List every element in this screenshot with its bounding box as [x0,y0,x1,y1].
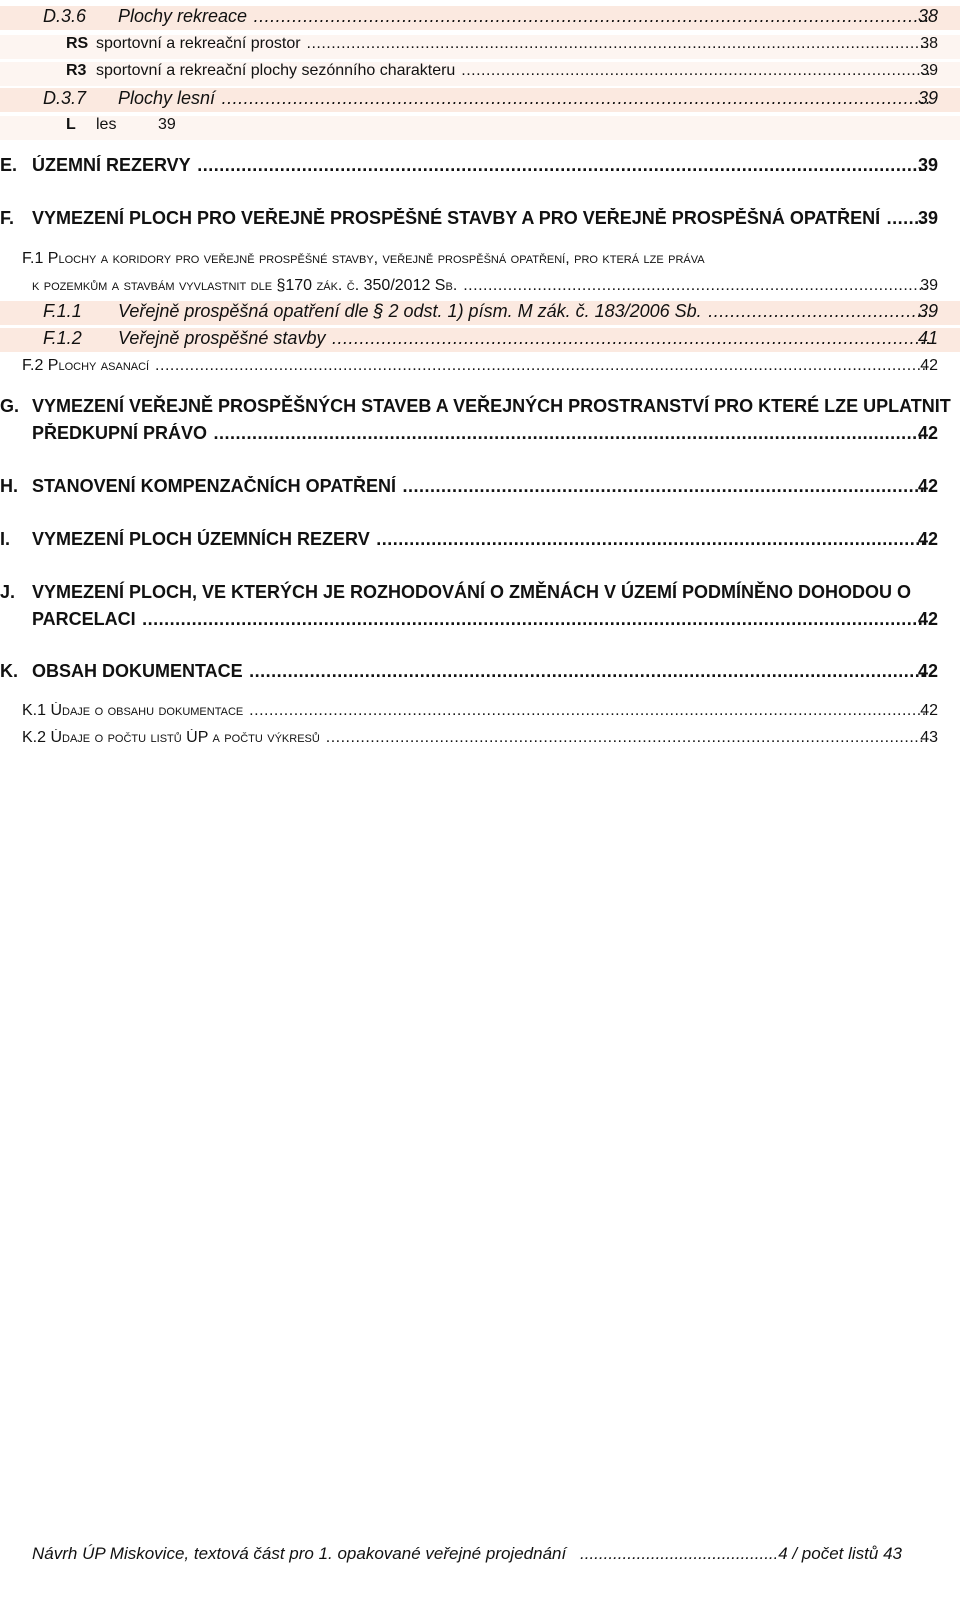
toc-title: Veřejně prospěšné stavby ..... [118,328,930,349]
toc-number: K. [0,661,18,681]
page-footer [32,1544,902,1568]
toc-number: G. [0,396,20,416]
toc-page-number: 39 [917,155,938,175]
toc-number: I. [0,529,11,549]
toc-number: D.3.6 [43,6,87,26]
toc-entry-k[interactable] [0,661,960,685]
toc-number: RS [66,35,89,52]
toc-title: ÚZEMNÍ REZERVY ..... [32,155,926,176]
toc-page-number: 39 [158,116,176,133]
toc-entry-d37[interactable] [0,88,960,112]
toc-title: les [96,116,117,133]
toc-entry-rs[interactable] [0,35,960,59]
toc-entry-f11[interactable] [0,301,960,325]
toc-title: F.2 Plochy asanací ..... [22,357,926,375]
toc-page-number: 43 [920,729,938,746]
toc-entry-j[interactable] [0,582,960,636]
footer-leader-dots [580,1544,798,1564]
toc-number: E. [0,155,18,175]
toc-number: F. [0,208,15,228]
toc-entry-k1[interactable] [0,702,960,726]
toc-title: VYMEZENÍ PLOCH PRO VEŘEJNĚ PROSPĚŠNÉ STAVBY A PRO VEŘEJNĚ PROSPĚŠNÁ OPATŘENÍ ..... [32,208,926,229]
toc-number: H. [0,476,18,496]
toc-entry-d36[interactable] [0,6,960,30]
toc-title: K.1 Údaje o obsahu dokumentace ..... [22,702,926,720]
toc-entry-i[interactable] [0,529,960,553]
toc-title: sportovní a rekreační prostor ..... [96,35,930,53]
toc-page-number: 41 [917,328,938,348]
toc-title-line1: VYMEZENÍ PLOCH, VE KTERÝCH JE ROZHODOVÁNÍ O ZMĚNÁCH V ÚZEMÍ PODMÍNĚNO DOHODOU O [32,582,912,602]
toc-entry-l[interactable] [0,116,960,140]
toc-page-number: 42 [920,702,938,719]
toc-entry-h[interactable] [0,476,960,500]
toc-entry-k2[interactable] [0,729,960,753]
toc-page-number: 39 [920,277,938,294]
toc-page-number: 42 [917,529,938,549]
toc-title: Plochy rekreace ..... [118,6,930,27]
toc-title: VYMEZENÍ PLOCH ÚZEMNÍCH REZERV ..... [32,529,926,550]
toc-number: R3 [66,62,87,79]
toc-title-line1: VYMEZENÍ VEŘEJNĚ PROSPĚŠNÝCH STAVEB A VEŘEJNÝCH PROSTRANSTVÍ PRO KTERÉ LZE UPLATNIT [32,396,951,416]
toc-page-number: 39 [920,62,938,79]
toc-entry-r3[interactable] [0,62,960,86]
toc-entry-f12[interactable] [0,328,960,352]
toc-page-number: 42 [920,357,938,374]
toc-number: D.3.7 [43,88,87,108]
toc-page-number: 38 [920,35,938,52]
toc-number: L [66,116,76,133]
footer-document-title: Návrh ÚP Miskovice, textová část pro 1. opakované veřejné projednání [32,1544,567,1563]
toc-title: Veřejně prospěšná opatření dle § 2 odst. 1) písm. M zák. č. 183/2006 Sb. ..... [118,301,930,322]
toc-title: STANOVENÍ KOMPENZAČNÍCH OPATŘENÍ ..... [32,476,926,497]
toc-page-number: 42 [917,609,938,629]
toc-page-number: 42 [917,476,938,496]
toc-entry-e[interactable] [0,155,960,179]
toc-page-number: 39 [917,301,938,321]
toc-page-number: 42 [917,423,938,443]
toc-title: K.2 Údaje o počtu listů ÚP a počtu výkresů ..... [22,729,926,747]
toc-page-number: 39 [917,208,938,228]
toc-entry-g[interactable] [0,396,960,450]
toc-number: J. [0,582,16,602]
toc-title-line2: k pozemkům a stavbám vyvlastnit dle §170 zák. č. 350/2012 Sb. ..... [32,277,926,295]
footer-page-number: 4 / počet listů 43 [778,1544,902,1563]
toc-number: F.1.2 [43,328,82,348]
toc-title-line1: F.1 Plochy a koridory pro veřejně prospěšné stavby, veřejně prospěšná opatření, pro která lze práva [22,250,705,267]
toc-entry-f[interactable] [0,208,960,232]
toc-page-number: 42 [917,661,938,681]
toc-title: sportovní a rekreační plochy sezónního charakteru ..... [96,62,930,80]
toc-page-number: 39 [917,88,938,108]
toc-title: Plochy lesní ..... [118,88,930,109]
toc-entry-f2[interactable] [0,357,960,381]
toc-title-line2: PŘEDKUPNÍ PRÁVO ..... [32,423,926,444]
toc-title-line2: PARCELACI ..... [32,609,926,630]
toc-title: OBSAH DOKUMENTACE ..... [32,661,926,682]
toc-entry-f1[interactable] [0,250,960,304]
toc-page-number: 38 [917,6,938,26]
toc-number: F.1.1 [43,301,82,321]
